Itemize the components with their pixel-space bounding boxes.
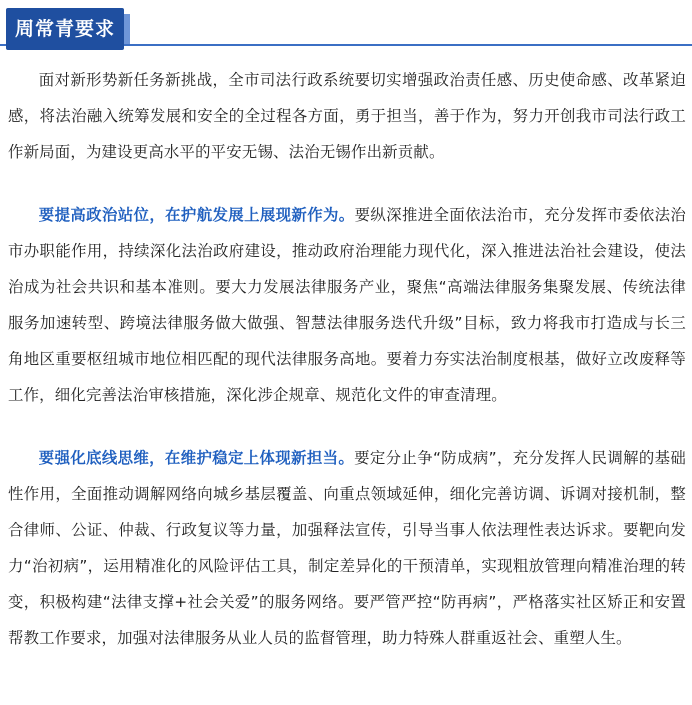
paragraph-political-stance (8, 197, 686, 413)
paragraph-text: 要定分止争“防成病”，充分发挥人民调解的基础性作用，全面推动调解网络向城乡基层覆盖、向重点领域延伸，细化完善访调、诉调对接机制，整合律师、公证、仲裁、行政复议等力量，加强释法宣传，引导当事人依法理性表达诉求。要靶向发力“治初病”，运用精准化的风险评估工具，制定差异化的干预清单，实现粗放管理向精准治理的转变，积极构建“法律支撑+社会关爱”的服务网络。要严管严控“防再病”，严格落实社区矫正和安置帮教工作要求，加强对法律服务从业人员的监督管理，助力特殊人群重返社会、重塑人生。 (8, 449, 686, 647)
paragraph-lead: 要提高政治站位，在护航发展上展现新作为。 (38, 206, 355, 224)
header-title: 周常青要求 (14, 18, 115, 40)
header-title-box (6, 8, 124, 50)
paragraph-intro (8, 62, 686, 170)
section-header (0, 0, 692, 60)
paragraph-text: 面对新形势新任务新挑战，全市司法行政系统要切实增强政治责任感、历史使命感、改革紧迫感，将法治融入统筹发展和安全的全过程各方面，勇于担当，善于作为，努力开创我市司法行政工作新局面，为建设更高水平的平安无锡、法治无锡作出新贡献。 (8, 71, 686, 161)
paragraph-lead: 要强化底线思维，在维护稳定上体现新担当。 (38, 449, 355, 467)
paragraph-text: 要纵深推进全面依法治市，充分发挥市委依法治市办职能作用，持续深化法治政府建设，推动政府治理能力现代化，深入推进法治社会建设，使法治成为社会共识和基本准则。要大力发展法律服务产业，聚焦“高端法律服务集聚发展、传统法律服务加速转型、跨境法律服务做大做强、智慧法律服务迭代升级”目标，致力将我市打造成与长三角地区重要枢纽城市地位相匹配的现代法律服务高地。要着力夯实法治制度根基，做好立改废释等工作，细化完善法治审核措施，深化涉企规章、规范化文件的审查清理。 (8, 206, 686, 404)
article-body (8, 62, 686, 683)
paragraph-bottom-line (8, 440, 686, 656)
